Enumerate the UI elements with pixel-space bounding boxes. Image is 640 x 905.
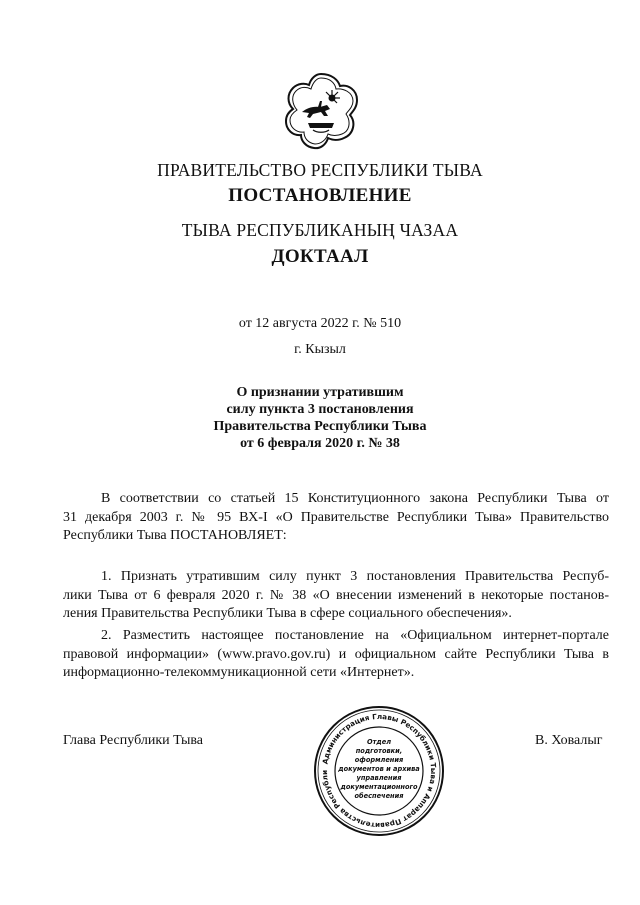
- stamp-center-line: обеспечения: [354, 792, 404, 800]
- stamp-center-line: управления: [356, 774, 402, 782]
- stamp-ring-text: Администрация Главы Республики Тыва и Аппарат Правительства Республи: [319, 711, 439, 831]
- city: г. Кызыл: [294, 342, 346, 357]
- stamp-center-line: документов и архива: [338, 765, 420, 773]
- signatory-name: В. Ховалыг: [535, 733, 603, 748]
- paragraph-line: Республики Тыва ПОСТАНОВЛЯЕТ:: [63, 528, 287, 544]
- stamp-center-line: Отдел: [366, 738, 392, 746]
- stamp-center-line: оформления: [354, 756, 404, 764]
- subject-line: силу пункта 3 постановления: [226, 402, 414, 417]
- paragraph-line: информационно-телекоммуникационной сети «Интернет».: [63, 665, 415, 681]
- paragraph-line: ления Правительства Республики Тыва в сфере социального обеспечения».: [63, 606, 512, 622]
- paragraph-line: 31 декабря 2003 г. № 95 ВХ-I «О Правительстве Республики Тыва» Правительство: [63, 509, 609, 525]
- org-name-tyv: ТЫВА РЕСПУБЛИКАНЫҢ ЧАЗАА: [181, 220, 459, 240]
- preamble-paragraph: [63, 490, 609, 546]
- item-2-paragraph: [63, 627, 609, 683]
- subject-line: О признании утратившим: [236, 385, 404, 400]
- date-number: от 12 августа 2022 г. № 510: [238, 316, 402, 331]
- coat-of-arms: [280, 70, 362, 152]
- paragraph-line: лики Тыва от 6 февраля 2020 г. № 38 «О внесении изменений в некоторые постанов-: [63, 587, 609, 603]
- item-1-paragraph: [63, 568, 609, 624]
- doc-type-ru: ПОСТАНОВЛЕНИЕ: [228, 185, 412, 206]
- paragraph-line: В соответствии со статьей 15 Конституционного закона Республики Тыва от: [101, 491, 609, 506]
- subject-line: Правительства Республики Тыва: [213, 419, 427, 434]
- paragraph-line: правовой информации» (www.pravo.gov.ru) и официальном сайте Республики Тыва в: [63, 646, 609, 662]
- stamp-seal-icon: [312, 704, 446, 838]
- paragraph-line: 2. Разместить настоящее постановление на «Официальном интернет-портале: [101, 628, 609, 643]
- tuva-coat-of-arms-emblem-icon: [280, 70, 362, 152]
- org-name-ru: ПРАВИТЕЛЬСТВО РЕСПУБЛИКИ ТЫВА: [157, 160, 483, 180]
- paragraph-line: 1. Признать утратившим силу пункт 3 постановления Правительства Респуб-: [101, 569, 609, 584]
- signatory-position: Глава Республики Тыва: [63, 733, 204, 748]
- official-stamp: [312, 704, 446, 838]
- doc-type-tyv: ДОКТААЛ: [271, 246, 369, 267]
- stamp-center-line: подготовки,: [355, 747, 403, 755]
- stamp-center-line: документационного: [340, 783, 418, 791]
- subject-line: от 6 февраля 2020 г. № 38: [240, 436, 400, 451]
- document-subject: [0, 384, 640, 452]
